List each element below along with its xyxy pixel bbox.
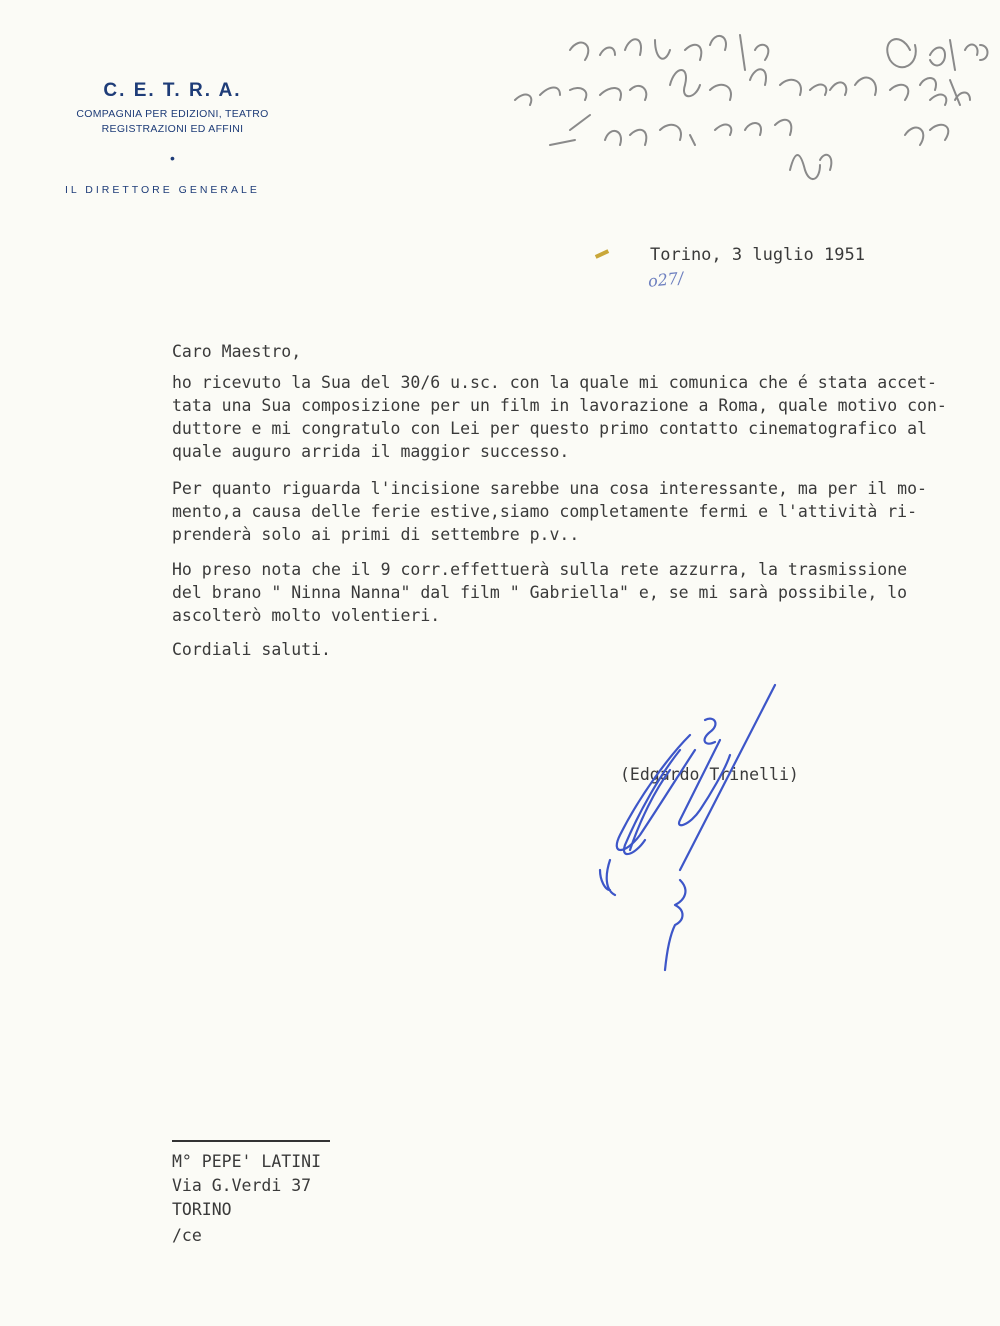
letter-date: Torino, 3 luglio 1951 <box>650 245 865 265</box>
recipient-street: Via G.Verdi 37 <box>172 1176 312 1195</box>
recipient-city: TORINO <box>172 1200 232 1219</box>
signer-name: (Edgardo Trinelli) <box>620 765 799 784</box>
paragraph-2: Per quanto riguarda l'incisione sarebbe una cosa interessante, ma per il mo- mento,a causa delle ferie estive,siamo completamente fermi e l'attività ri- prenderà solo ai primi di settembre p.v.. <box>172 479 927 544</box>
company-tagline-1: COMPAGNIA PER EDIZIONI, TEATRO <box>76 108 269 120</box>
pencil-annotation <box>510 10 1000 200</box>
closing: Cordiali saluti. <box>172 640 331 659</box>
signature <box>580 680 800 980</box>
salutation: Caro Maestro, <box>172 342 302 361</box>
letterhead-dot: • <box>170 150 175 166</box>
paragraph-3: Ho preso nota che il 9 corr.effettuerà sulla rete azzurra, la trasmissione del brano " Ninna Nanna" dal film " Gabriella" e, se mi sarà possibile, lo ascolterò molto volentieri. <box>172 560 908 625</box>
typist-reference: /ce <box>172 1226 202 1245</box>
company-tagline-2: REGISTRAZIONI ED AFFINI <box>101 123 244 135</box>
handwritten-number: o27/ <box>647 268 685 291</box>
company-name: C. E. T. R. A. <box>103 80 242 101</box>
recipient-divider <box>172 1140 330 1142</box>
pencil-tick-mark <box>595 249 609 259</box>
recipient-name: M° PEPE' LATINI <box>172 1152 322 1171</box>
letterhead-role: IL DIRETTORE GENERALE <box>65 184 260 196</box>
paragraph-1: ho ricevuto la Sua del 30/6 u.sc. con la quale mi comunica che é stata accet- tata una Sua composizione per un film in lavorazione a Roma, quale motivo con- duttore e mi congratulo con Lei per questo primo contatto cinematografico al quale auguro arrida il maggior successo. <box>172 373 947 461</box>
